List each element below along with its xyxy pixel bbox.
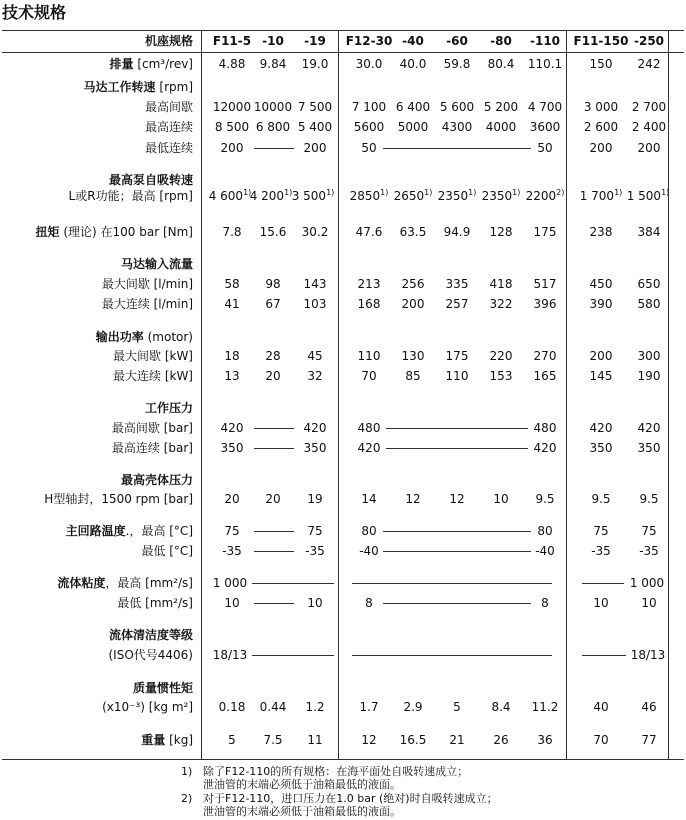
value-cell: 80 xyxy=(537,524,553,538)
value-cell: 4000 xyxy=(485,120,517,134)
value-cell: 9.5 xyxy=(639,492,659,506)
range-dash xyxy=(386,428,528,429)
col-header: F11-150 xyxy=(573,34,629,48)
value-cell: 12 xyxy=(361,733,377,747)
value-cell: 41 xyxy=(224,297,240,311)
range-dash xyxy=(252,655,334,656)
value-cell: 153 xyxy=(489,369,513,383)
footnote-text: 除了F12-110的所有规格：在海平面处自吸转速成立； xyxy=(203,765,469,778)
value-cell: 32 xyxy=(307,369,323,383)
temperature-min-label: 最低 [°C] xyxy=(141,544,193,558)
value-cell: 9.5 xyxy=(535,492,555,506)
value-cell: 30.0 xyxy=(355,57,383,71)
header-bottom-rule xyxy=(2,52,684,53)
value-cell: 18 xyxy=(224,349,240,363)
value-cell: 36 xyxy=(537,733,553,747)
range-dash xyxy=(352,655,552,656)
value-cell: 418 xyxy=(489,277,513,291)
value-cell: 20 xyxy=(265,369,281,383)
column-separator xyxy=(201,30,202,759)
value-cell: 420 xyxy=(303,421,327,435)
value-cell: 8 xyxy=(365,596,373,610)
value-cell: 18/13 xyxy=(212,648,248,662)
value-cell: 26 xyxy=(493,733,509,747)
value-cell: 396 xyxy=(533,297,557,311)
value-cell: 10 xyxy=(224,596,240,610)
value-cell: 128 xyxy=(489,225,513,239)
value-cell: 4 600$^{1)}$ xyxy=(208,188,252,203)
value-cell: 10 xyxy=(493,492,509,506)
value-cell: 450 xyxy=(589,277,613,291)
value-cell: -40 xyxy=(535,544,555,558)
value-cell: 6 800 xyxy=(255,120,291,134)
value-cell: 200 xyxy=(401,297,425,311)
value-cell: 420 xyxy=(637,421,661,435)
value-cell: -35 xyxy=(591,544,611,558)
value-cell: 110 xyxy=(445,369,469,383)
value-cell: 50 xyxy=(537,141,553,155)
value-cell: 190 xyxy=(637,369,661,383)
range-dash xyxy=(352,583,552,584)
value-cell: 130 xyxy=(401,349,425,363)
value-cell: 6 400 xyxy=(395,100,431,114)
value-cell: 16.5 xyxy=(399,733,427,747)
value-cell: 300 xyxy=(637,349,661,363)
torque-label: 扭矩 (理论) 在100 bar [Nm] xyxy=(35,225,193,239)
value-cell: 5000 xyxy=(397,120,429,134)
column-separator xyxy=(668,30,669,759)
value-cell: 5 600 xyxy=(439,100,475,114)
value-cell: 5 400 xyxy=(297,120,333,134)
value-cell: 80 xyxy=(361,524,377,538)
value-cell: 40 xyxy=(593,700,609,714)
value-cell: 350 xyxy=(303,441,327,455)
col-header: -80 xyxy=(490,34,512,48)
value-cell: 80.4 xyxy=(487,57,515,71)
value-cell: 2 700 xyxy=(631,100,667,114)
inertia-unit-label: (x10⁻³) [kg m²] xyxy=(102,700,193,714)
value-cell: 98 xyxy=(265,277,281,291)
value-cell: 110.1 xyxy=(527,57,563,71)
value-cell: 650 xyxy=(637,277,661,291)
range-dash xyxy=(254,531,294,532)
value-cell: 390 xyxy=(589,297,613,311)
col-header: -19 xyxy=(304,34,326,48)
value-cell: 1 500$^{1)}$ xyxy=(626,188,670,203)
col-header: -250 xyxy=(633,34,665,48)
value-cell: 28 xyxy=(265,349,281,363)
value-cell: 15.6 xyxy=(259,225,287,239)
range-dash xyxy=(383,551,531,552)
value-cell: 220 xyxy=(489,349,513,363)
range-dash xyxy=(386,448,528,449)
value-cell: 143 xyxy=(303,277,327,291)
value-cell: 480 xyxy=(533,421,557,435)
value-cell: 19.0 xyxy=(301,57,329,71)
value-cell: 85 xyxy=(405,369,421,383)
max-continuous-label: 最高连续 xyxy=(144,120,193,134)
value-cell: 3600 xyxy=(529,120,561,134)
value-cell: 63.5 xyxy=(399,225,427,239)
value-cell: 10 xyxy=(307,596,323,610)
value-cell: 322 xyxy=(489,297,513,311)
value-cell: 18/13 xyxy=(630,648,666,662)
value-cell: 9.84 xyxy=(259,57,287,71)
value-cell: 0.44 xyxy=(259,700,287,714)
value-cell: 480 xyxy=(357,421,381,435)
value-cell: 11 xyxy=(307,733,323,747)
value-cell: 1.2 xyxy=(305,700,325,714)
press-continuous-label: 最高连续 [bar] xyxy=(111,441,193,455)
value-cell: 350 xyxy=(220,441,244,455)
value-cell: 12 xyxy=(405,492,421,506)
value-cell: 12000 xyxy=(212,100,252,114)
max-intermittent-label: 最高间歇 xyxy=(144,100,193,114)
value-cell: 8 xyxy=(541,596,549,610)
value-cell: 200 xyxy=(220,141,244,155)
col-header: -60 xyxy=(446,34,468,48)
case-pressure-label: 最高壳体压力 xyxy=(120,473,193,487)
value-cell: 10 xyxy=(641,596,657,610)
value-cell: 335 xyxy=(445,277,469,291)
value-cell: 213 xyxy=(357,277,381,291)
footnote-text: 泄油管的末端必须低于油箱最低的液面。 xyxy=(203,778,401,791)
value-cell: 9.5 xyxy=(591,492,611,506)
value-cell: 7 100 xyxy=(351,100,387,114)
value-cell: 0.18 xyxy=(218,700,246,714)
col-header: F11-5 xyxy=(212,34,252,48)
value-cell: 384 xyxy=(637,225,661,239)
displacement-label: 排量 [cm³/rev] xyxy=(109,57,193,71)
footnote-text: 对于F12-110，进口压力在1.0 bar (绝对)时自吸转速成立； xyxy=(203,792,498,805)
flow-intermittent-label: 最大间歇 [l/min] xyxy=(101,277,193,291)
col-header: -110 xyxy=(529,34,561,48)
value-cell: 1.7 xyxy=(359,700,379,714)
value-cell: 70 xyxy=(593,733,609,747)
working-pressure-label: 工作压力 xyxy=(144,401,193,415)
value-cell: 1 000 xyxy=(212,576,248,590)
value-cell: 350 xyxy=(637,441,661,455)
value-cell: 200 xyxy=(637,141,661,155)
power-intermittent-label: 最大间歇 [kW] xyxy=(113,349,193,363)
value-cell: 270 xyxy=(533,349,557,363)
value-cell: 5 xyxy=(453,700,461,714)
col-header: -10 xyxy=(262,34,284,48)
range-dash xyxy=(254,148,294,149)
header-top-rule xyxy=(2,30,684,31)
self-priming-label: 最高泵自吸转速 xyxy=(108,173,193,187)
value-cell: 242 xyxy=(637,57,661,71)
value-cell: 40.0 xyxy=(399,57,427,71)
value-cell: 10000 xyxy=(253,100,293,114)
case-pressure-sublabel: H型轴封，1500 rpm [bar] xyxy=(44,492,193,506)
value-cell: 580 xyxy=(637,297,661,311)
value-cell: 145 xyxy=(589,369,613,383)
value-cell: 150 xyxy=(589,57,613,71)
value-cell: 58 xyxy=(224,277,240,291)
cleanliness-label: 流体清洁度等级 xyxy=(108,628,193,642)
value-cell: 2200$^{2)}$ xyxy=(525,188,565,203)
value-cell: 70 xyxy=(361,369,377,383)
value-cell: 46 xyxy=(641,700,657,714)
value-cell: 21 xyxy=(449,733,465,747)
value-cell: 14 xyxy=(361,492,377,506)
value-cell: 110 xyxy=(357,349,381,363)
inertia-label: 质量惯性矩 xyxy=(132,681,193,695)
flow-continuous-label: 最大连续 [l/min] xyxy=(101,297,193,311)
weight-label: 重量 [kg] xyxy=(141,733,193,747)
motor-flow-label: 马达输入流量 xyxy=(120,257,193,271)
range-dash xyxy=(254,428,294,429)
range-dash xyxy=(254,448,294,449)
value-cell: 75 xyxy=(224,524,240,538)
range-dash xyxy=(582,655,626,656)
value-cell: 50 xyxy=(361,141,377,155)
value-cell: 3 500$^{1)}$ xyxy=(291,188,335,203)
value-cell: 5600 xyxy=(353,120,385,134)
value-cell: -40 xyxy=(359,544,379,558)
value-cell: 168 xyxy=(357,297,381,311)
value-cell: 350 xyxy=(589,441,613,455)
value-cell: 67 xyxy=(265,297,281,311)
value-cell: 19 xyxy=(307,492,323,506)
output-power-label: 输出功率 (motor) xyxy=(95,330,193,344)
column-separator xyxy=(338,30,339,759)
value-cell: 47.6 xyxy=(355,225,383,239)
footnote-text: 泄油管的末端必须低于油箱最低的液面。 xyxy=(203,805,401,818)
min-continuous-label: 最低连续 xyxy=(144,141,193,155)
cleanliness-code-label: (ISO代号4406) xyxy=(108,648,193,662)
value-cell: 4 200$^{1)}$ xyxy=(249,188,293,203)
range-dash xyxy=(252,583,334,584)
col-header: F12-30 xyxy=(345,34,393,48)
value-cell: 420 xyxy=(357,441,381,455)
viscosity-label: 流体粘度，最高 [mm²/s] xyxy=(57,576,193,590)
range-dash xyxy=(254,603,294,604)
page-title: 技术规格 xyxy=(2,3,67,22)
value-cell: 2 400 xyxy=(631,120,667,134)
value-cell: 517 xyxy=(533,277,557,291)
value-cell: 45 xyxy=(307,349,323,363)
value-cell: 2350$^{1)}$ xyxy=(437,188,477,203)
value-cell: 75 xyxy=(593,524,609,538)
value-cell: -35 xyxy=(305,544,325,558)
value-cell: 1 000 xyxy=(629,576,665,590)
footnote-mark: 1) xyxy=(181,765,193,778)
value-cell: 75 xyxy=(307,524,323,538)
value-cell: 7 500 xyxy=(297,100,333,114)
value-cell: 20 xyxy=(224,492,240,506)
temperature-label: 主回路温度.，最高 [°C] xyxy=(65,524,193,538)
value-cell: 4 700 xyxy=(527,100,563,114)
value-cell: 2 600 xyxy=(583,120,619,134)
value-cell: 420 xyxy=(589,421,613,435)
col-header: -40 xyxy=(402,34,424,48)
viscosity-min-label: 最低 [mm²/s] xyxy=(117,596,193,610)
value-cell: 165 xyxy=(533,369,557,383)
value-cell: 77 xyxy=(641,733,657,747)
value-cell: 256 xyxy=(401,277,425,291)
press-intermittent-label: 最高间歇 [bar] xyxy=(111,421,193,435)
value-cell: 103 xyxy=(303,297,327,311)
table-bottom-rule xyxy=(2,759,684,760)
range-dash xyxy=(383,531,531,532)
value-cell: 257 xyxy=(445,297,469,311)
value-cell: -35 xyxy=(222,544,242,558)
value-cell: 10 xyxy=(593,596,609,610)
motor-speed-label: 马达工作转速 [rpm] xyxy=(83,80,193,94)
column-separator xyxy=(566,30,567,759)
value-cell: 2350$^{1)}$ xyxy=(481,188,521,203)
range-dash xyxy=(383,148,531,149)
value-cell: 2.9 xyxy=(403,700,423,714)
self-priming-sublabel: L或R功能；最高 [rpm] xyxy=(68,189,193,203)
value-cell: 2850$^{1)}$ xyxy=(349,188,389,203)
footnote-mark: 2) xyxy=(181,792,193,805)
value-cell: 7.5 xyxy=(263,733,283,747)
value-cell: 238 xyxy=(589,225,613,239)
value-cell: 3 000 xyxy=(583,100,619,114)
value-cell: 30.2 xyxy=(301,225,329,239)
value-cell: 200 xyxy=(303,141,327,155)
value-cell: 4300 xyxy=(441,120,473,134)
value-cell: 13 xyxy=(224,369,240,383)
value-cell: 7.8 xyxy=(222,225,242,239)
value-cell: 5 200 xyxy=(483,100,519,114)
value-cell: 175 xyxy=(445,349,469,363)
range-dash xyxy=(383,603,531,604)
value-cell: 75 xyxy=(641,524,657,538)
value-cell: 200 xyxy=(589,349,613,363)
value-cell: 2650$^{1)}$ xyxy=(393,188,433,203)
value-cell: 59.8 xyxy=(443,57,471,71)
value-cell: 1 700$^{1)}$ xyxy=(579,188,623,203)
value-cell: 420 xyxy=(220,421,244,435)
value-cell: 420 xyxy=(533,441,557,455)
range-dash xyxy=(582,583,624,584)
header-label: 机座规格 xyxy=(144,34,193,48)
value-cell: 175 xyxy=(533,225,557,239)
value-cell: 200 xyxy=(589,141,613,155)
power-continuous-label: 最大连续 [kW] xyxy=(113,369,193,383)
value-cell: 11.2 xyxy=(531,700,559,714)
range-dash xyxy=(254,551,294,552)
value-cell: 8 500 xyxy=(214,120,250,134)
value-cell: 94.9 xyxy=(443,225,471,239)
value-cell: 4.88 xyxy=(218,57,246,71)
value-cell: -35 xyxy=(639,544,659,558)
value-cell: 5 xyxy=(228,733,236,747)
value-cell: 8.4 xyxy=(491,700,511,714)
value-cell: 20 xyxy=(265,492,281,506)
value-cell: 12 xyxy=(449,492,465,506)
